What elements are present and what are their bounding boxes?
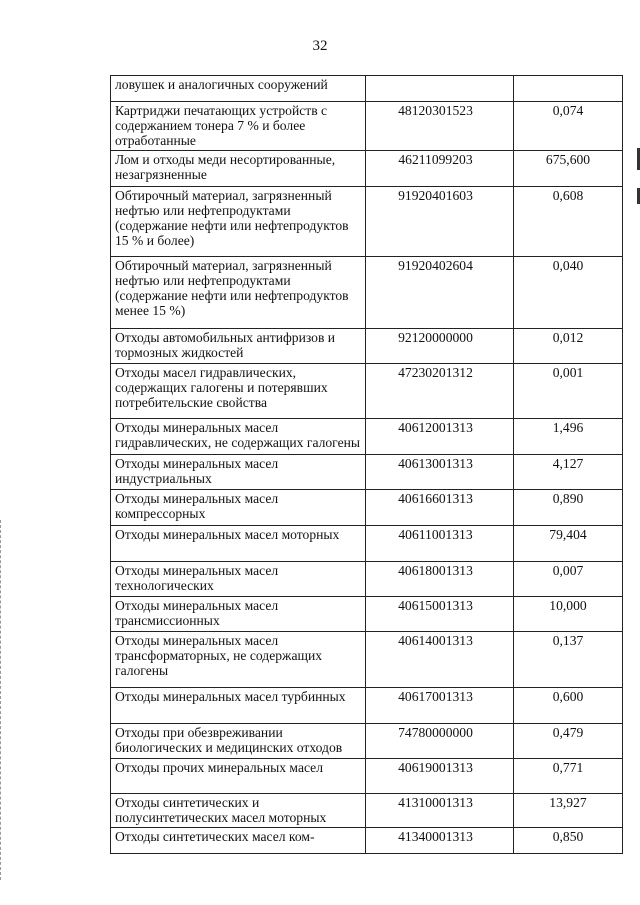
waste-mass-cell: 4,127 [514,454,623,489]
waste-name-cell: Отходы минеральных масел индустриальных [111,454,366,489]
waste-name-cell: Отходы прочих минеральных масел [111,758,366,793]
waste-code-cell: 40618001313 [366,561,514,596]
waste-name-cell: Обтирочный материал, загрязненный нефтью или нефтепродуктами (содержание нефти или нефтепродуктов 15 % и более) [111,186,366,256]
waste-mass-cell: 79,404 [514,525,623,561]
waste-code-cell: 91920402604 [366,256,514,328]
waste-code-cell: 41310001313 [366,793,514,827]
waste-name-cell: Отходы при обезвреживании биологических и медицинских отходов [111,723,366,758]
table-row [111,793,623,827]
waste-name-cell: Отходы минеральных масел компрессорных [111,489,366,525]
waste-name-cell: Отходы минеральных масел трансмиссионных [111,596,366,631]
waste-code-cell: 40619001313 [366,758,514,793]
waste-code-cell: 74780000000 [366,723,514,758]
table-row [111,561,623,596]
table-row [111,758,623,793]
table-row [111,631,623,687]
waste-code-cell: 40615001313 [366,596,514,631]
table-row [111,102,623,151]
waste-code-cell: 91920401603 [366,186,514,256]
waste-mass-cell [514,76,623,102]
waste-name-cell: Обтирочный материал, загрязненный нефтью или нефтепродуктами (содержание нефти или нефтепродуктов менее 15 %) [111,256,366,328]
waste-code-cell: 40614001313 [366,631,514,687]
waste-mass-cell: 0,600 [514,687,623,723]
waste-table [110,75,623,854]
table-row [111,150,623,186]
waste-name-cell: Отходы минеральных масел моторных [111,525,366,561]
table-row [111,687,623,723]
waste-mass-cell: 0,479 [514,723,623,758]
waste-code-cell: 40617001313 [366,687,514,723]
waste-name-cell: Отходы автомобильных антифризов и тормозных жидкостей [111,328,366,363]
waste-mass-cell: 0,608 [514,186,623,256]
waste-code-cell: 40612001313 [366,418,514,454]
table-row [111,827,623,853]
waste-mass-cell: 10,000 [514,596,623,631]
waste-name-cell: Отходы минеральных масел турбинных [111,687,366,723]
waste-mass-cell: 0,001 [514,363,623,418]
waste-mass-cell: 13,927 [514,793,623,827]
table-row [111,596,623,631]
waste-mass-cell: 675,600 [514,150,623,186]
waste-name-cell: Отходы синтетических и полусинтетических масел моторных [111,793,366,827]
waste-code-cell: 46211099203 [366,150,514,186]
waste-code-cell: 48120301523 [366,102,514,151]
waste-name-cell: Лом и отходы меди несортированные, незагрязненные [111,150,366,186]
waste-code-cell: 40613001313 [366,454,514,489]
waste-code-cell: 40616601313 [366,489,514,525]
waste-code-cell: 47230201312 [366,363,514,418]
waste-mass-cell: 0,771 [514,758,623,793]
table-row [111,418,623,454]
table-row [111,489,623,525]
scan-margin-marks [0,520,4,880]
waste-mass-cell: 0,007 [514,561,623,596]
waste-mass-cell: 0,040 [514,256,623,328]
table-row [111,454,623,489]
waste-mass-cell: 1,496 [514,418,623,454]
table-row [111,525,623,561]
waste-code-cell [366,76,514,102]
waste-name-cell: Отходы масел гидравлических, содержащих галогены и потерявших потребительские свойства [111,363,366,418]
table-row [111,723,623,758]
table-row [111,76,623,102]
table-row [111,328,623,363]
waste-code-cell: 40611001313 [366,525,514,561]
table-row [111,186,623,256]
waste-name-cell: Отходы синтетических масел ком- [111,827,366,853]
waste-mass-cell: 0,074 [514,102,623,151]
waste-mass-cell: 0,137 [514,631,623,687]
waste-code-cell: 92120000000 [366,328,514,363]
waste-mass-cell: 0,890 [514,489,623,525]
table-row [111,363,623,418]
waste-table-body [111,76,623,854]
waste-mass-cell: 0,012 [514,328,623,363]
waste-mass-cell: 0,850 [514,827,623,853]
table-row [111,256,623,328]
waste-name-cell: ловушек и аналогичных сооружений [111,76,366,102]
waste-name-cell: Картриджи печатающих устройств с содержанием тонера 7 % и более отработанные [111,102,366,151]
page-number: 32 [312,38,328,54]
waste-name-cell: Отходы минеральных масел технологических [111,561,366,596]
waste-code-cell: 41340001313 [366,827,514,853]
waste-name-cell: Отходы минеральных масел гидравлических, не содержащих галогены [111,418,366,454]
waste-name-cell: Отходы минеральных масел трансформаторных, не содержащих галогены [111,631,366,687]
